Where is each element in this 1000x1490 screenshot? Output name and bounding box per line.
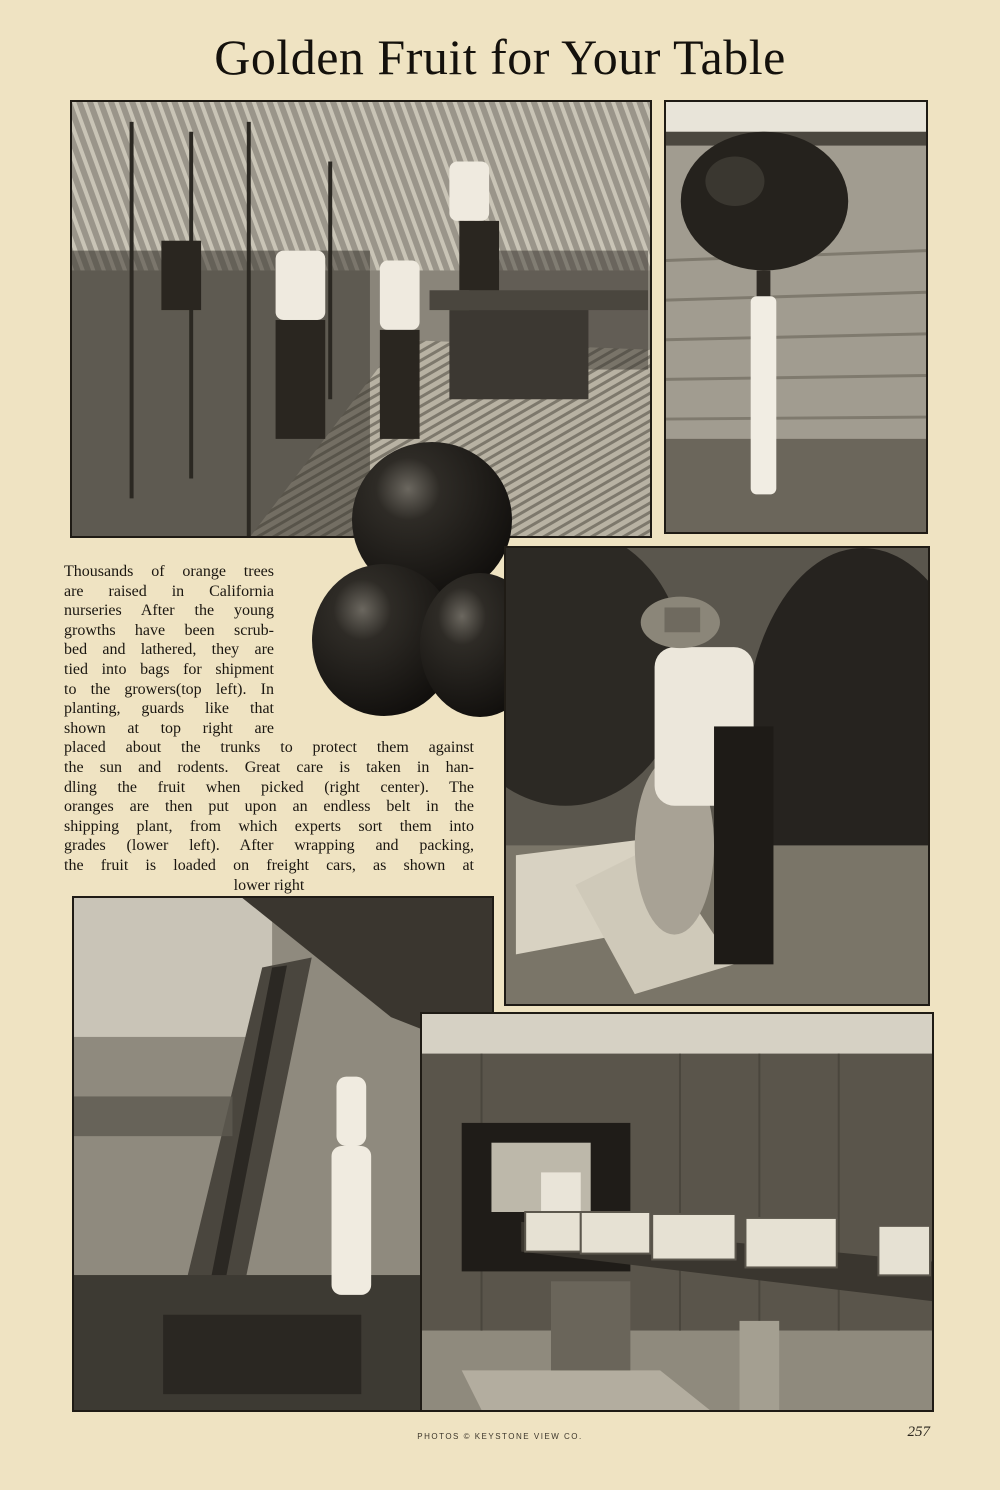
caption-line: planting, guards like that <box>64 700 274 718</box>
caption-line: Thousands of orange trees <box>64 563 274 580</box>
caption-line: tied into bags for shipment <box>64 660 274 678</box>
page-title: Golden Fruit for Your Table <box>214 29 786 85</box>
caption-line: the sun and rodents. Great care is taken in han- <box>64 758 474 776</box>
photo-credit: PHOTOS © KEYSTONE VIEW CO. <box>417 1432 583 1441</box>
caption-line: shown at top right are <box>64 719 274 737</box>
caption-line: grades (lower left). After wrapping and packing, <box>64 837 474 855</box>
article-caption <box>64 562 500 895</box>
caption-line: growths have been scrub- <box>64 621 274 639</box>
caption-line: are raised in California <box>64 582 274 600</box>
caption-line: placed about the trunks to protect them against <box>64 739 474 757</box>
caption-line: the fruit is loaded on freight cars, as shown at <box>64 856 474 874</box>
freight-car-photo <box>420 1012 934 1412</box>
caption-line: oranges are then put upon an endless belt in the <box>64 798 474 816</box>
caption-line: dling the fruit when picked (right center). The <box>64 778 474 796</box>
caption-line: nurseries After the young <box>64 602 274 620</box>
caption-line: lower right <box>233 876 305 894</box>
caption-line: to the growers(top left). In <box>64 680 274 698</box>
tree-guard-photo <box>664 100 928 534</box>
page-number: 257 <box>907 1424 930 1440</box>
picking-photo <box>504 546 930 1006</box>
caption-line: bed and lathered, they are <box>64 641 274 659</box>
caption-line: shipping plant, from which experts sort them into <box>64 817 474 835</box>
